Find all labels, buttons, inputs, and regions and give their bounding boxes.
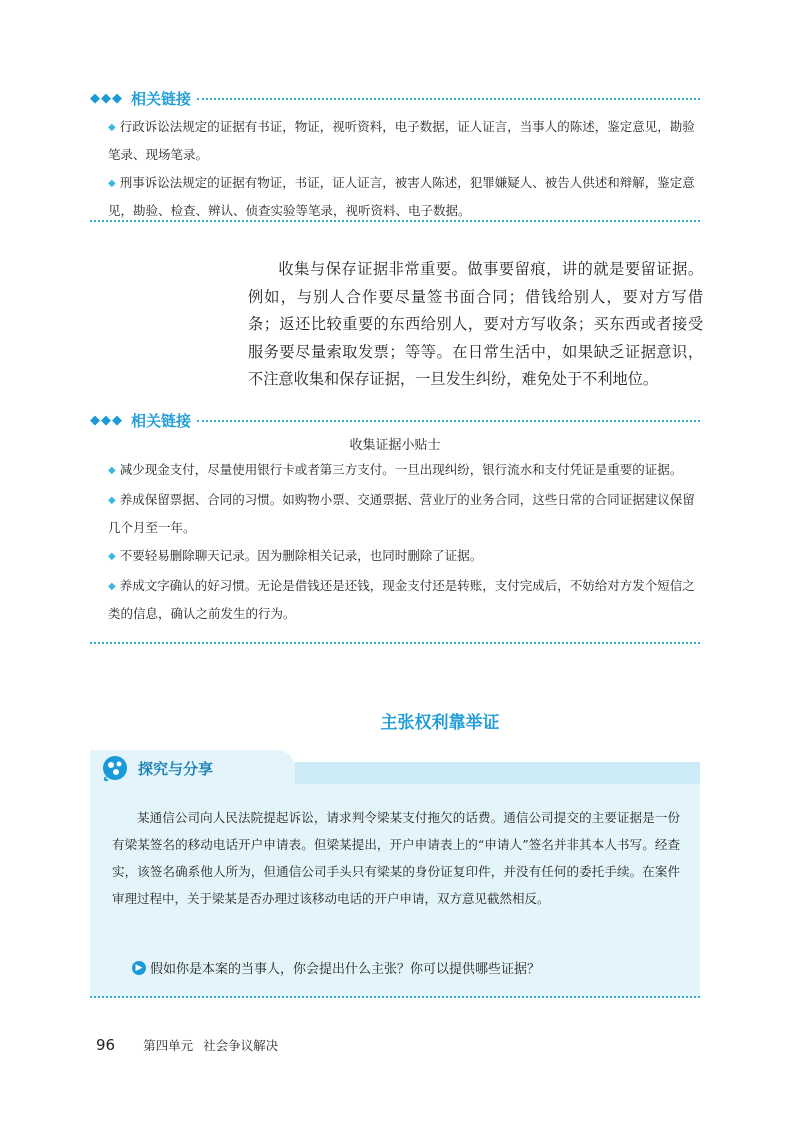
related-link-box-1 [90, 86, 700, 226]
explore-header-tab [90, 750, 295, 786]
arrow-right-icon: ▶ [132, 961, 146, 975]
bullet-icon: ◆ [108, 495, 116, 506]
list-item: ◆ 养成文字确认的好习惯。无论是借钱还是还钱，现金支付还是转账，支付完成后，不妨给对方发个短信之类的信息，确认之前发生的行为。 [108, 573, 696, 627]
related-link-title: 相关链接 [131, 89, 192, 108]
diamond-icons: ◆◆◆ [90, 90, 123, 106]
explore-title: 探究与分享 [138, 759, 214, 778]
bullet-icon: ◆ [108, 122, 116, 133]
question-text: 假如你是本案的当事人，你会提出什么主张？你可以提供哪些证据？ [150, 962, 541, 977]
list-item: ◆ 刑事诉讼法规定的证据有物证，书证，证人证言，被害人陈述，犯罪嫌疑人、被告人供述和辩解，鉴定意见，勘验、检查、辨认、侦查实验等笔录，视听资料、电子数据。 [108, 170, 696, 224]
bullet-icon: ◆ [108, 581, 116, 592]
explore-share-box [90, 759, 700, 998]
related-link-title: 相关链接 [131, 411, 192, 430]
page-number: 96 [96, 1036, 116, 1054]
explore-question [132, 958, 540, 977]
header-dotted-rule [197, 98, 700, 100]
footer-title: 社会争议解决 [203, 1038, 279, 1053]
header-dotted-rule [197, 420, 700, 422]
list-item: ◆ 减少现金支付，尽量使用银行卡或者第三方支付。一旦出现纠纷，银行流水和支付凭证是重要的证据。 [108, 457, 696, 485]
section-heading: 主张权利靠举证 [380, 713, 500, 733]
bottom-dotted-rule [90, 220, 700, 222]
page-footer [96, 1036, 278, 1054]
bottom-dotted-rule [90, 996, 700, 998]
related-link-header [90, 408, 700, 432]
explore-body: 某通信公司向人民法院提起诉讼，请求判令梁某支付拖欠的话费。通信公司提交的主要证据是一份有梁某签名的移动电话开户申请表。但梁某提出，开户申请表上的“申请人”签名并非其本人书写。经查实，该签名确系他人所为，但通信公司手头只有梁某的身份证复印件，并没有任何的委托手续。在案件审理过程中，关于梁某是否办理过该移动电话的开户申请，双方意见截然相反。 [112, 810, 680, 906]
list-item: ◆ 养成保留票据、合同的习惯。如购物小票、交通票据、营业厅的业务合同，这些日常的合同证据建议保留几个月至一年。 [108, 487, 696, 541]
diamond-icons: ◆◆◆ [90, 412, 123, 428]
explore-header-band [295, 762, 700, 784]
bullet-icon: ◆ [108, 178, 116, 189]
explore-icon [100, 753, 130, 783]
bottom-dotted-rule [90, 642, 700, 644]
related-link-header [90, 86, 700, 110]
bullet-icon: ◆ [108, 551, 116, 562]
related-link-box-2 [90, 408, 700, 629]
footer-unit: 第四单元 [143, 1038, 194, 1053]
list-item: ◆ 不要轻易删除聊天记录。因为删除相关记录，也同时删除了证据。 [108, 543, 696, 571]
bullet-icon: ◆ [108, 465, 116, 476]
list-item: ◆ 行政诉讼法规定的证据有书证，物证，视听资料，电子数据，证人证言，当事人的陈述，鉴定意见，勘验笔录、现场笔录。 [108, 114, 696, 168]
tips-subtitle: 收集证据小贴士 [349, 438, 441, 453]
main-paragraph: 收集与保存证据非常重要。做事要留痕，讲的就是要留证据。例如，与别人合作要尽量签书面合同；借钱给别人，要对方写借条；返还比较重要的东西给别人，要对方写收条；买东西或者接受服务要尽量索取发票；等等。在日常生活中，如果缺乏证据意识，不注意收集和保存证据，一旦发生纠纷，难免处于不利地位。 [248, 260, 703, 388]
